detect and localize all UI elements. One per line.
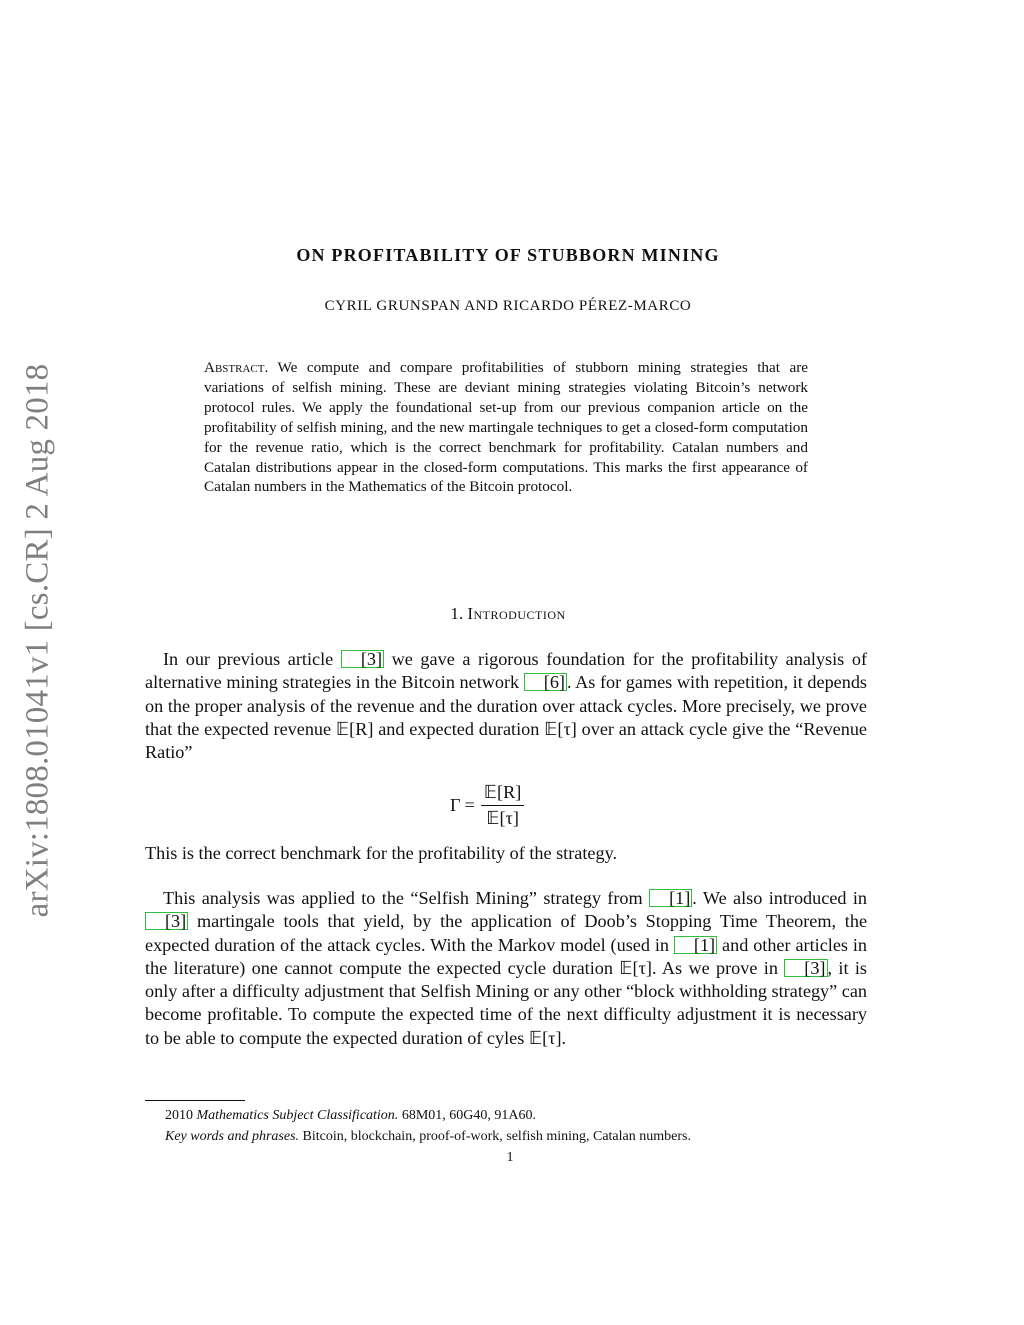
footnote-divider [145, 1100, 245, 1101]
footnote-keywords-label: Key words and phrases. [165, 1129, 300, 1144]
formula-equals: = [464, 794, 475, 815]
para3-text-3: martingale tools that yield, by the application of Doob’s Stopping Time Theorem, the expected duration of the attack cycles. With the Markov model (used in [145, 911, 868, 955]
intro-paragraph-3 [145, 887, 867, 1050]
revenue-ratio-formula [450, 776, 524, 834]
para1-text-2: we gave a rigorous foundation for the profitability analysis of alternative mining strategies in the Bitcoin network [145, 649, 868, 693]
formula-denominator: 𝔼[τ] [486, 807, 519, 828]
section-heading [150, 604, 866, 624]
para3-text-1: This analysis was applied to the “Selfish Mining” strategy from [163, 888, 643, 908]
page-number: 1 [506, 1150, 514, 1165]
para1-text-1: In our previous article [163, 649, 334, 669]
footnote-keywords-text: Bitcoin, blockchain, proof-of-work, selfish mining, Catalan numbers. [302, 1129, 691, 1144]
para3-text-5: , it is only after a difficulty adjustment that Selfish Mining or any other “block withholding strategy” can become profitable. To compute the expected time of the next difficulty adjustment it is necessary to be able to compute the expected duration of cyles 𝔼[τ]. [145, 957, 867, 1048]
section-title: Introduction [467, 604, 566, 623]
citation-link[interactable]: [3] [784, 959, 827, 977]
arxiv-identifier-text: arXiv:1808.01041v1 [cs.CR] 2 Aug 2018 [19, 363, 56, 917]
citation-link[interactable]: [3] [341, 650, 384, 668]
citation-link[interactable]: [3] [145, 912, 188, 930]
para3-text-4: and other articles in the literature) one cannot compute the expected cycle duration 𝔼[τ]. As we prove in [145, 934, 868, 978]
footnote-msc [165, 1107, 865, 1125]
footnote-msc-label: Mathematics Subject Classification. [196, 1108, 399, 1123]
arxiv-identifier-stamp [16, 350, 60, 930]
para1-text-3: . As for games with repetition, it depends on the proper analysis of the revenue and the duration over attack cycles. More precisely, we prove that the expected revenue 𝔼[R] and expected duration 𝔼[τ] over an attack cycle give the “Revenue Ratio” [145, 672, 867, 763]
paper-authors: CYRIL GRUNSPAN AND RICARDO PÉREZ-MARCO [324, 298, 692, 314]
citation-link[interactable]: [1] [649, 889, 692, 907]
citation-link[interactable]: [6] [524, 673, 567, 691]
abstract-text: We compute and compare profitabilities of stubborn mining strategies that are variations of selfish mining. These are deviant mining strategies violating Bitcoin’s network protocol rules. We apply the foundational set-up from our previous companion article on the profitability of selfish mining, and the new martingale techniques to get a closed-form computation for the revenue ratio, which is the correct benchmark for profitability. Catalan numbers and Catalan distributions appear in the closed-form computations. This marks the first appearance of Catalan numbers in the Mathematics of the Bitcoin protocol. [204, 359, 808, 496]
footnote-keywords [165, 1128, 865, 1146]
formula-lhs: Γ [450, 794, 461, 815]
section-number: 1. [450, 604, 464, 623]
abstract-label: Abstract. [204, 359, 269, 376]
formula-fraction [481, 782, 525, 829]
intro-paragraph-1 [145, 648, 867, 764]
citation-link[interactable]: [1] [674, 936, 717, 954]
intro-paragraph-2: This is the correct benchmark for the profitability of the strategy. [145, 843, 618, 863]
para3-text-2: . We also introduced in [692, 888, 868, 908]
footnote-msc-codes: 68M01, 60G40, 91A60. [401, 1108, 536, 1123]
formula-numerator: 𝔼[R] [481, 782, 525, 806]
footnote-msc-year: 2010 [165, 1108, 193, 1123]
abstract [204, 358, 808, 497]
paper-title: ON PROFITABILITY OF STUBBORN MINING [296, 245, 720, 265]
